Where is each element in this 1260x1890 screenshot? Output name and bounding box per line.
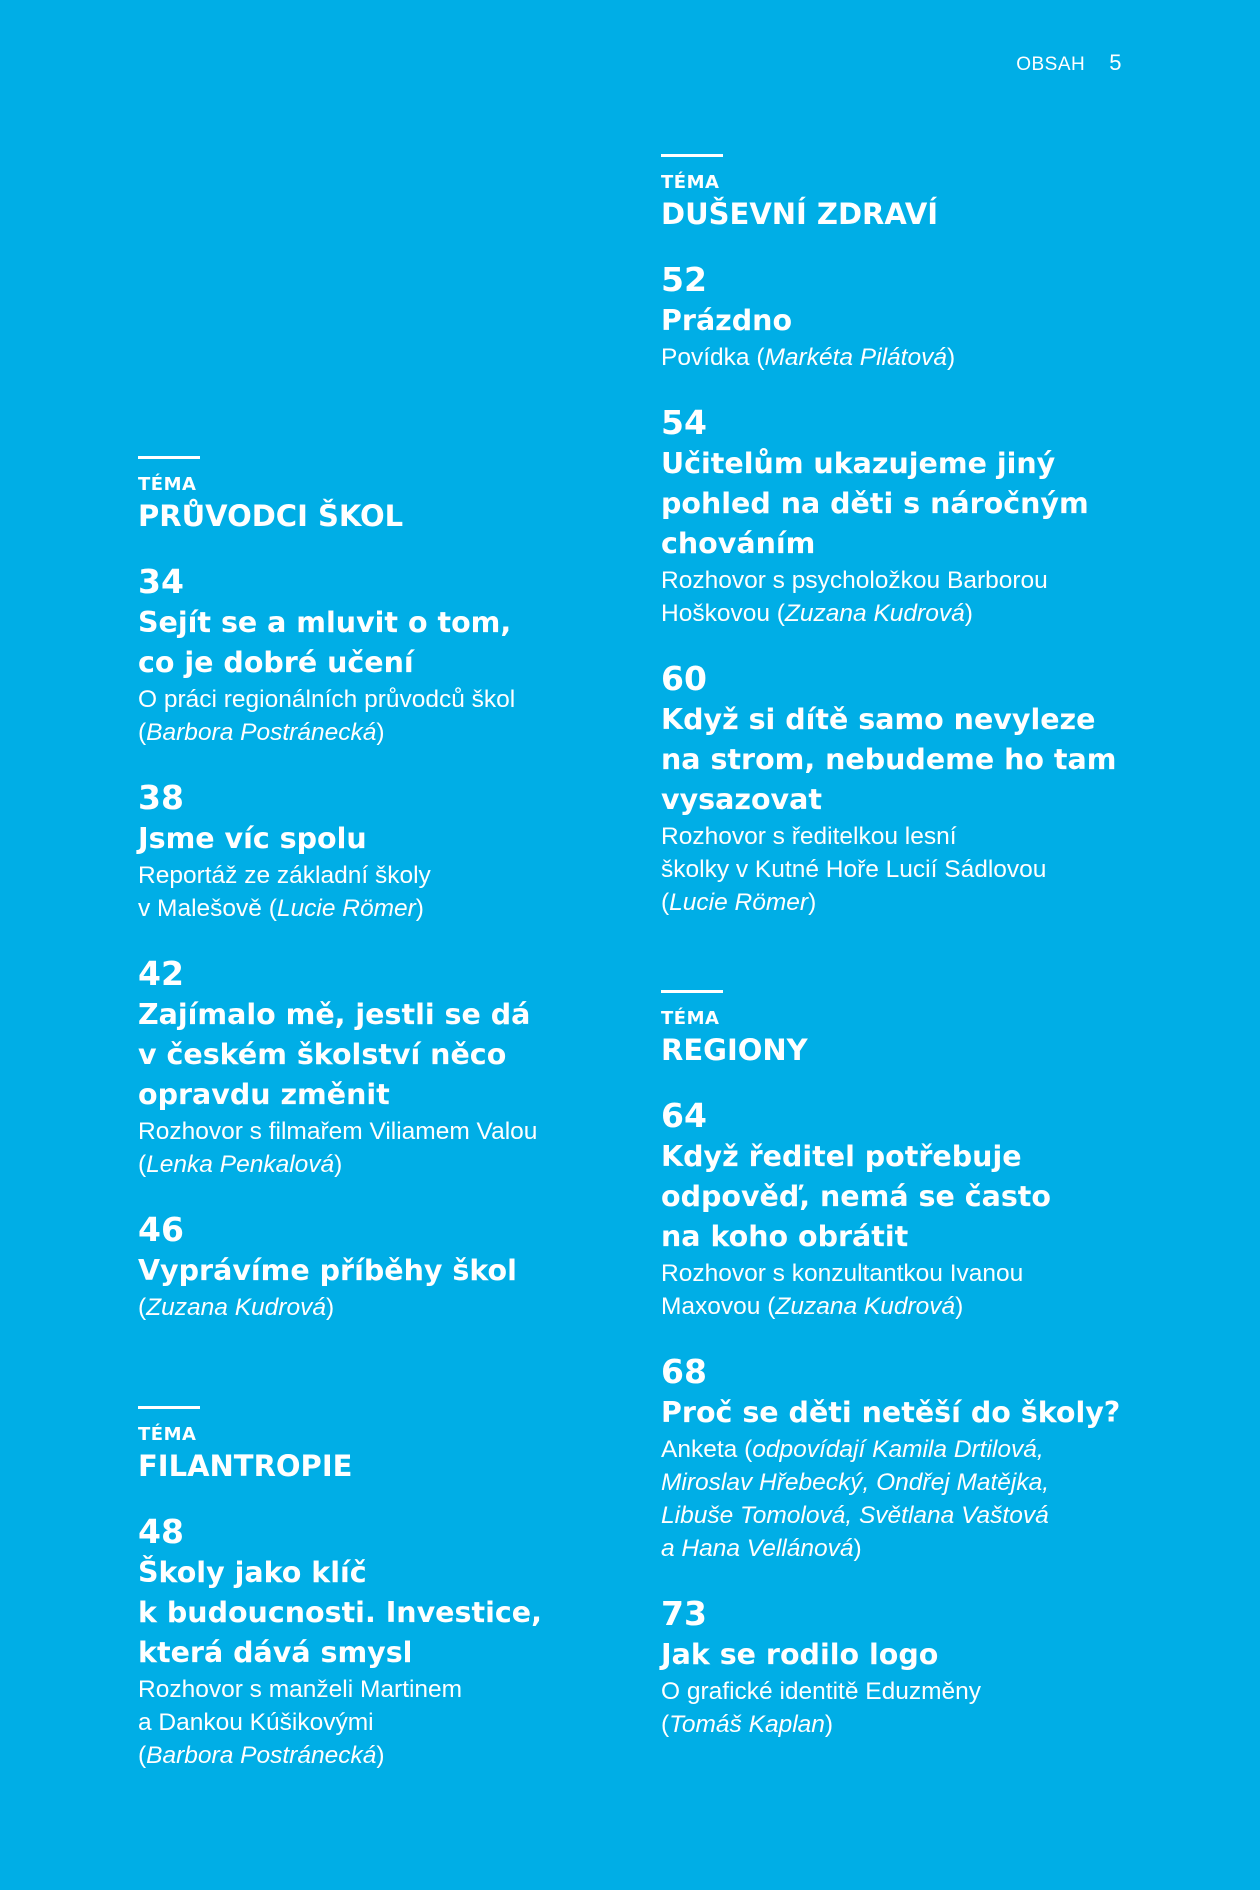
entry-description-line xyxy=(661,341,1141,374)
entry-page-number: 68 xyxy=(661,1352,707,1391)
entry-text: ) xyxy=(824,1711,834,1738)
entry-description-line xyxy=(661,853,1141,886)
entry-text: Hoškovou ( xyxy=(661,600,785,627)
entry-description xyxy=(138,683,618,749)
entry-description-line xyxy=(138,683,618,716)
entry-text: v Malešově ( xyxy=(138,895,277,922)
tema-label: TÉMA xyxy=(661,172,720,193)
section-pruvodci-skol xyxy=(138,456,618,1354)
entry-description xyxy=(661,564,1141,630)
toc-entry xyxy=(661,404,1141,630)
entry-description xyxy=(661,1433,1141,1565)
section-rule xyxy=(138,456,200,459)
entry-page-number: 54 xyxy=(661,403,707,442)
entry-author: Lucie Römer xyxy=(669,889,809,916)
entry-author: Libuše Tomolová, Světlana Vaštová xyxy=(661,1502,1049,1529)
toc-entry xyxy=(661,660,1141,919)
entry-description-line xyxy=(661,1466,1141,1499)
entry-author: Zuzana Kudrová xyxy=(775,1293,956,1320)
entry-text: Anketa ( xyxy=(661,1436,753,1463)
entry-title-line: Sejít se a mluvit o tom, xyxy=(138,606,512,639)
entry-title xyxy=(138,995,618,1115)
entry-description-line xyxy=(661,886,1141,919)
entry-page-number: 48 xyxy=(138,1512,184,1551)
entry-text: školky v Kutné Hoře Lucií Sádlovou xyxy=(661,856,1047,883)
entry-text: ) xyxy=(964,600,973,627)
entry-text: Maxovou ( xyxy=(661,1293,776,1320)
entry-title-line: na strom, nebudeme ho tam xyxy=(661,743,1117,776)
entry-text: ) xyxy=(325,1294,335,1321)
entry-title-line: Zajímalo mě, jestli se dá xyxy=(138,998,531,1031)
entry-title xyxy=(661,700,1141,820)
entry-author: odpovídají Kamila Drtilová, xyxy=(752,1436,1044,1463)
entry-page-number: 46 xyxy=(138,1210,184,1249)
entry-text: ) xyxy=(334,1151,343,1178)
entry-text: Povídka ( xyxy=(661,344,765,371)
entry-title xyxy=(138,819,618,859)
entry-author: a Hana Vellánová xyxy=(661,1535,854,1562)
entry-description-line xyxy=(661,564,1141,597)
entry-description-line xyxy=(661,1708,1141,1741)
toc-entry xyxy=(138,1513,618,1772)
entry-title-line: opravdu změnit xyxy=(138,1078,390,1111)
entry-description-line xyxy=(138,1115,618,1148)
entry-title-line: Jsme víc spolu xyxy=(138,822,367,855)
entry-description xyxy=(138,859,618,925)
entry-description xyxy=(661,1675,1141,1741)
entry-title-line: co je dobré učení xyxy=(138,646,414,679)
entry-description-line xyxy=(661,1257,1141,1290)
entry-text: ( xyxy=(138,719,147,746)
entry-author: Tomáš Kaplan xyxy=(669,1711,825,1738)
entry-text: Rozhovor s ředitelkou lesní xyxy=(661,823,957,850)
section-rule xyxy=(661,990,723,993)
entry-description-line xyxy=(661,1433,1141,1466)
entry-description-line xyxy=(138,892,618,925)
entry-text: Reportáž ze základní školy xyxy=(138,862,431,889)
entry-description-line xyxy=(661,597,1141,630)
entry-description-line xyxy=(138,1673,618,1706)
entry-author: Barbora Postránecká xyxy=(146,719,377,746)
entry-title xyxy=(138,1553,618,1673)
section-title: PRŮVODCI ŠKOL xyxy=(138,499,404,533)
entry-author: Zuzana Kudrová xyxy=(146,1294,326,1321)
entry-title-line: Jak se rodilo logo xyxy=(661,1638,939,1671)
entry-title-line: Proč se děti netěší do školy? xyxy=(661,1396,1121,1429)
entry-title-line: pohled na děti s náročným xyxy=(661,487,1089,520)
page-number: 5 xyxy=(1109,50,1122,75)
entry-title-line: odpověď, nemá se často xyxy=(661,1180,1051,1213)
entry-description-line xyxy=(138,1706,618,1739)
entry-title xyxy=(661,1635,1141,1675)
entry-text: ( xyxy=(661,889,670,916)
entry-description-line xyxy=(138,1148,618,1181)
entry-title-line: v českém školství něco xyxy=(138,1038,507,1071)
entry-author: Miroslav Hřebecký, Ondřej Matějka, xyxy=(661,1469,1050,1496)
tema-label: TÉMA xyxy=(661,1008,720,1029)
entry-title-line: vysazovat xyxy=(661,783,822,816)
tema-label: TÉMA xyxy=(138,474,197,495)
entry-description xyxy=(661,341,1141,374)
entry-author: Markéta Pilátová xyxy=(764,344,947,371)
entry-text: ) xyxy=(808,889,817,916)
entry-text: ( xyxy=(138,1151,147,1178)
toc-entry xyxy=(138,1211,618,1324)
entry-description-line xyxy=(138,859,618,892)
entry-text: ) xyxy=(946,344,956,371)
entry-title xyxy=(661,444,1141,564)
entry-description xyxy=(138,1673,618,1772)
entry-description xyxy=(138,1115,618,1181)
entry-description-line xyxy=(661,1499,1141,1532)
toc-entry xyxy=(661,261,1141,374)
section-rule xyxy=(138,1406,200,1409)
section-title: FILANTROPIE xyxy=(138,1449,353,1483)
entry-title-line: Školy jako klíč xyxy=(138,1556,367,1589)
entry-description-line xyxy=(661,1675,1141,1708)
entry-text: O práci regionálních průvodců škol xyxy=(138,686,516,713)
toc-entry xyxy=(661,1595,1141,1741)
entry-text: a Dankou Kúšikovými xyxy=(138,1709,374,1736)
entry-text: Rozhovor s psycholožkou Barborou xyxy=(661,567,1048,594)
entry-text: ) xyxy=(853,1535,862,1562)
entry-author: Lucie Römer xyxy=(276,895,416,922)
entry-text: ) xyxy=(376,1742,385,1769)
entry-description-line xyxy=(661,820,1141,853)
entry-text: Rozhovor s konzultantkou Ivanou xyxy=(661,1260,1024,1287)
entry-page-number: 73 xyxy=(661,1594,707,1633)
entry-description xyxy=(138,1291,618,1324)
entry-text: ( xyxy=(138,1742,147,1769)
toc-entry xyxy=(661,1097,1141,1323)
entry-title-line: k budoucnosti. Investice, xyxy=(138,1596,542,1629)
entry-title-line: která dává smysl xyxy=(138,1636,413,1669)
entry-title-line: Když si dítě samo nevyleze xyxy=(661,703,1096,736)
section-label: OBSAH xyxy=(1016,54,1086,75)
entry-author: Barbora Postránecká xyxy=(146,1742,377,1769)
entry-text: Rozhovor s manželi Martinem xyxy=(138,1676,463,1703)
entry-description-line xyxy=(661,1532,1141,1565)
entry-description-line xyxy=(138,1291,618,1324)
entry-text: O grafické identitě Eduzměny xyxy=(661,1678,982,1705)
entry-description-line xyxy=(138,1739,618,1772)
entry-title-line: Když ředitel potřebuje xyxy=(661,1140,1022,1173)
section-title: REGIONY xyxy=(661,1033,808,1067)
entry-title xyxy=(661,1393,1141,1433)
entry-author: Zuzana Kudrová xyxy=(784,600,965,627)
toc-entry xyxy=(138,955,618,1181)
entry-text: ) xyxy=(376,719,385,746)
entry-title-line: na koho obrátit xyxy=(661,1220,909,1253)
entry-title-line: chováním xyxy=(661,527,816,560)
section-title: DUŠEVNÍ ZDRAVÍ xyxy=(661,197,939,231)
entry-text: Rozhovor s filmařem Viliamem Valou xyxy=(138,1118,538,1145)
tema-label: TÉMA xyxy=(138,1424,197,1445)
entry-description-line xyxy=(661,1290,1141,1323)
entry-text: ) xyxy=(955,1293,964,1320)
entry-title xyxy=(138,603,618,683)
section-dusevni-zdravi xyxy=(661,154,1141,949)
running-head xyxy=(1016,50,1122,76)
entry-text: ) xyxy=(415,895,424,922)
entry-title-line: Prázdno xyxy=(661,304,793,337)
entry-description xyxy=(661,820,1141,919)
entry-title xyxy=(661,301,1141,341)
entry-text: ( xyxy=(661,1711,670,1738)
entry-title xyxy=(661,1137,1141,1257)
section-filantropie xyxy=(138,1406,618,1802)
section-regiony xyxy=(661,990,1141,1771)
entry-title-line: Vyprávíme příběhy škol xyxy=(138,1254,517,1287)
entry-page-number: 34 xyxy=(138,562,184,601)
entry-title-line: Učitelům ukazujeme jiný xyxy=(661,447,1056,480)
entry-page-number: 64 xyxy=(661,1096,707,1135)
entry-page-number: 60 xyxy=(661,659,707,698)
toc-entry xyxy=(138,563,618,749)
entry-title xyxy=(138,1251,618,1291)
entry-text: ( xyxy=(138,1294,147,1321)
entry-page-number: 52 xyxy=(661,260,707,299)
entry-author: Lenka Penkalová xyxy=(146,1151,335,1178)
entry-page-number: 38 xyxy=(138,778,184,817)
section-rule xyxy=(661,154,723,157)
entry-description-line xyxy=(138,716,618,749)
toc-entry xyxy=(138,779,618,925)
entry-page-number: 42 xyxy=(138,954,184,993)
toc-entry xyxy=(661,1353,1141,1565)
entry-description xyxy=(661,1257,1141,1323)
